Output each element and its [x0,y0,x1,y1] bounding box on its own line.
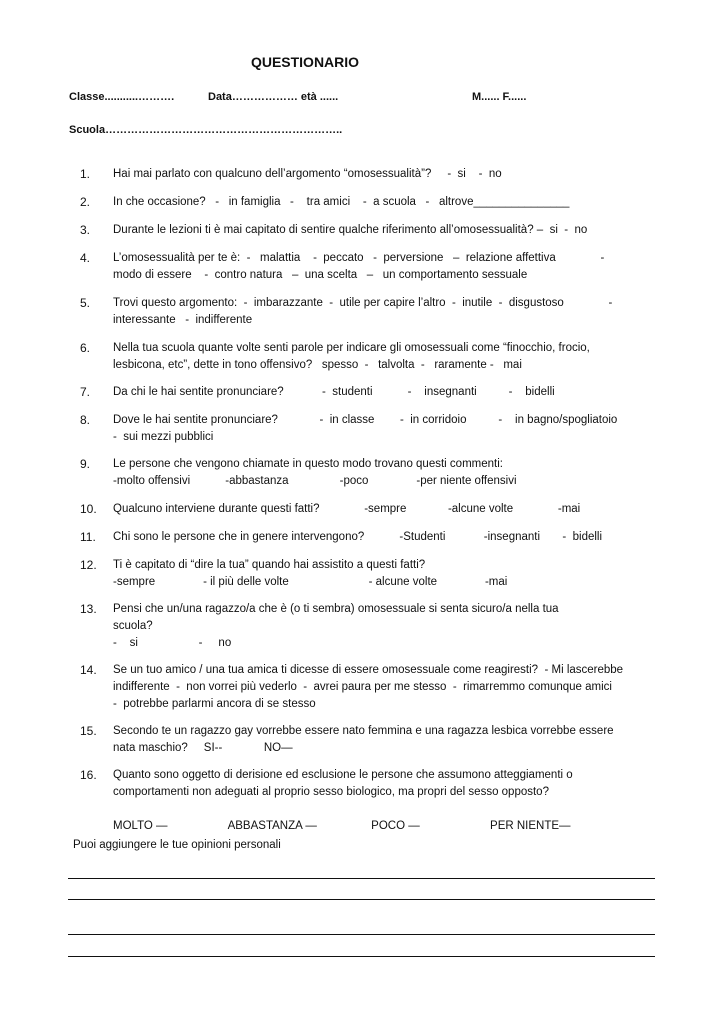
question-number: 15. [80,724,97,738]
question-text [113,384,655,401]
question-2 [80,194,655,211]
question-line[interactable]: Hai mai parlato con qualcuno dell’argomento “omosessualità”? - si - no [113,168,502,180]
question-10 [80,501,655,518]
question-line[interactable]: scuola? [113,620,153,632]
question-text [113,767,655,835]
question-text [113,295,655,329]
question-number: 8. [80,413,91,427]
question-line[interactable]: Se un tuo amico / una tua amica ti dicesse di essere omosessuale come reagiresti? - Mi lascerebbe [113,664,624,676]
question-5 [80,295,655,329]
question-text [113,194,655,211]
question-line[interactable]: Trovi questo argomento: - imbarazzante - utile per capire l’altro - inutile - disgustoso - [113,297,613,309]
question-line[interactable]: Durante le lezioni ti è mai capitato di sentire qualche riferimento all’omosessualità? – si - no [113,224,588,236]
question-line[interactable]: Secondo te un ragazzo gay vorrebbe essere nato femmina e una ragazza lesbica vorrebbe essere [113,725,614,737]
question-4 [80,250,655,284]
question-line[interactable]: interessante - indifferente [113,314,253,326]
question-14 [80,662,655,713]
question-number: 13. [80,602,97,616]
question-number: 9. [80,457,91,471]
classe-field[interactable]: Classe...........………. [69,91,175,103]
question-12 [80,557,655,591]
question-16 [80,767,655,835]
question-line[interactable]: modo di essere - contro natura – una scelta – un comportamento sessuale [113,269,528,281]
question-line[interactable]: Nella tua scuola quante volte senti parole per indicare gli omosessuali come “finocchio, frocio, [113,342,590,354]
question-number: 6. [80,341,91,355]
question-line[interactable]: - si - no [113,637,232,649]
question-line[interactable]: lesbicona, etc”, dette in tono offensivo? spesso - talvolta - raramente - mai [113,359,522,371]
question-8 [80,412,655,446]
answer-line[interactable] [68,934,655,935]
answer-line[interactable] [68,899,655,900]
question-line[interactable]: Le persone che vengono chiamate in questo modo trovano questi commenti: [113,458,503,470]
question-number: 2. [80,195,91,209]
question-text [113,412,655,446]
question-text [113,456,655,490]
question-line[interactable]: Quanto sono oggetto di derisione ed esclusione le persone che assumono atteggiamenti o [113,769,573,781]
question-line[interactable]: Ti è capitato di “dire la tua” quando hai assistito a questi fatti? [113,559,426,571]
question-line[interactable]: indifferente - non vorrei più vederlo - avrei paura per me stesso - rimarremmo comunque amici [113,681,612,693]
question-line[interactable]: MOLTO — ABBASTANZA — POCO — PER NIENTE— [113,820,571,832]
question-number: 5. [80,296,91,310]
question-text [113,723,655,757]
question-line[interactable]: Da chi le hai sentite pronunciare? - studenti - insegnanti - bidelli [113,386,555,398]
question-number: 4. [80,251,91,265]
question-number: 7. [80,385,91,399]
question-line[interactable]: -sempre - il più delle volte - alcune volte -mai [113,576,508,588]
data-eta-field[interactable]: Data……………… età ...... [208,91,339,103]
question-line[interactable]: Pensi che un/una ragazzo/a che è (o ti sembra) omosessuale si senta sicuro/a nella tua [113,603,559,615]
question-text [113,166,655,183]
sesso-field[interactable]: M...... F...... [472,91,527,103]
answer-line[interactable] [68,956,655,957]
question-6 [80,340,655,374]
question-text [113,250,655,284]
question-number: 1. [80,167,91,181]
question-1 [80,166,655,183]
question-text [113,501,655,518]
question-line[interactable]: Qualcuno interviene durante questi fatti? -sempre -alcune volte -mai [113,503,581,515]
question-3 [80,222,655,239]
question-line[interactable]: - potrebbe parlarmi ancora di se stesso [113,698,316,710]
question-11 [80,529,655,546]
question-7 [80,384,655,401]
question-line[interactable]: -molto offensivi -abbastanza -poco -per niente offensivi [113,475,517,487]
question-text [113,662,655,713]
question-number: 11. [80,530,96,544]
question-text [113,340,655,374]
question-text [113,222,655,239]
question-text [113,557,655,591]
question-line[interactable]: comportamenti non adeguati al proprio sesso biologico, ma propri del sesso opposto? [113,786,549,798]
question-line[interactable] [113,801,655,818]
question-number: 16. [80,768,97,782]
question-number: 12. [80,558,97,572]
question-13 [80,601,655,652]
question-9 [80,456,655,490]
question-line[interactable]: - sui mezzi pubblici [113,431,214,443]
question-line[interactable]: nata maschio? SI-- NO— [113,742,293,754]
question-number: 14. [80,663,97,677]
question-line[interactable]: L’omosessualità per te è: - malattia - peccato - perversione – relazione affettiva - [113,252,605,264]
page-title: QUESTIONARIO [250,54,360,70]
question-number: 3. [80,223,91,237]
question-number: 10. [80,502,97,516]
question-line[interactable]: In che occasione? - in famiglia - tra amici - a scuola - altrove_______________ [113,196,570,208]
footer-prompt: Puoi aggiungere le tue opinioni personali [73,839,281,851]
question-text [113,601,655,652]
question-15 [80,723,655,757]
question-line[interactable]: Chi sono le persone che in genere intervengono? -Studenti -insegnanti - bidelli [113,531,603,543]
question-text [113,529,655,546]
answer-line[interactable] [68,878,655,879]
scuola-field[interactable]: Scuola……………………………………………………….. [69,124,343,136]
question-line[interactable]: Dove le hai sentite pronunciare? - in classe - in corridoio - in bagno/spogliatoio [113,414,618,426]
